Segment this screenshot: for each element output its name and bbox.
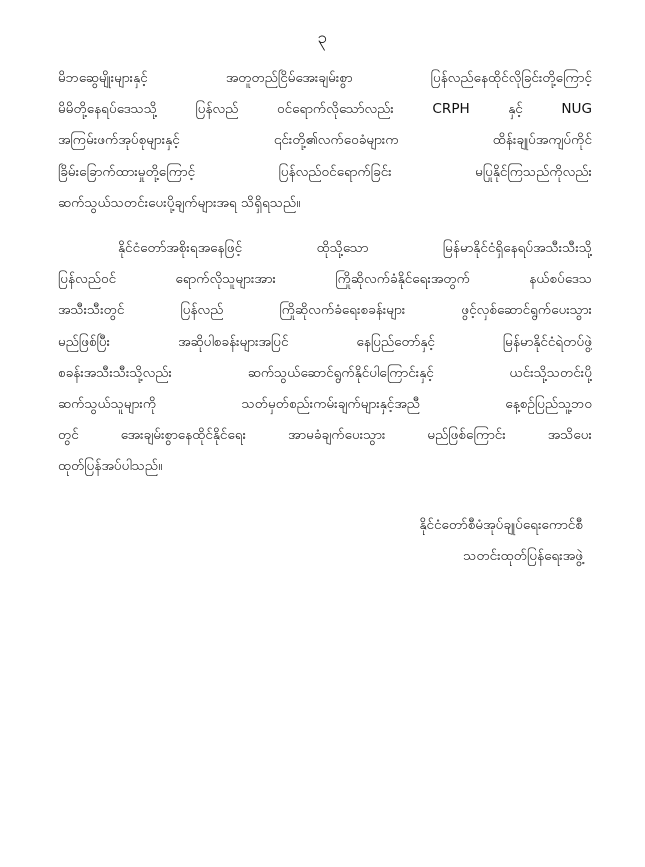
paragraph-line: ထုတ်ပြန်အပ်ပါသည်။ xyxy=(58,458,163,475)
paragraph-line: စခန်းအသီးသီးသို့လည်း ဆက်သွယ်ဆောင်ရွက်နိုင်ပါကြောင်းနှင့် ယင်းသို့သတင်းပို့ xyxy=(58,364,592,381)
document-body xyxy=(58,63,592,483)
paragraph-spacer xyxy=(58,219,592,233)
paragraph-line: မိမိတို့နေရပ်ဒေသသို့ ပြန်လည် ဝင်ရောက်လိုသော်လည်း CRPH နှင့် NUG xyxy=(58,101,592,118)
paragraph-line: ဆက်သွယ်သတင်းပေးပို့ချက်များအရ သိရှိရသည်။ xyxy=(58,194,301,211)
paragraph-line: တွင် အေးချမ်းစွာနေထိုင်နိုင်ရေး အာမခံချက်ပေးသွား မည်ဖြစ်ကြောင်း အသိပေး xyxy=(58,427,592,444)
signature-organization: နိုင်ငံတော်စီမံအုပ်ချုပ်ရေးကောင်စီ xyxy=(419,517,583,533)
signature-department: သတင်းထုတ်ပြန်ရေးအဖွဲ့ xyxy=(463,548,583,564)
paragraph-line: ခြိမ်းခြောက်ထားမှုတို့ကြောင့် ပြန်လည်ဝင်ရောက်ခြင်း မပြုနိုင်ကြသည်ကိုလည်း xyxy=(58,163,592,180)
paragraph-line: မိဘဆွေမျိုးများနှင့် အတူတည်ငြိမ်အေးချမ်းစွာ ပြန်လည်နေထိုင်လိုခြင်းတို့ကြောင့် xyxy=(58,70,592,86)
paragraph-line: အကြမ်းဖက်အုပ်စုများနှင့် ၎င်းတို့၏လက်ဝေခံများက ထိန်းချုပ်အကျပ်ကိုင် xyxy=(58,132,592,149)
paragraph-line: နိုင်ငံတော်အစိုးရအနေဖြင့် ထိုသို့သော မြန်မာနိုင်ငံရှိနေရပ်အသီးသီးသို့ xyxy=(118,240,592,257)
signature-block xyxy=(419,510,583,572)
paragraph-line: ပြန်လည်ဝင် ရောက်လိုသူများအား ကြိုဆိုလက်ခံနိုင်ရေးအတွက် နယ်စပ်ဒေသ xyxy=(58,271,592,288)
paragraph-line: ဆက်သွယ်သူများကို သတ်မှတ်စည်းကမ်းချက်များနှင့်အညီ နေ့စဉ်ပြည်သူ့ဘဝ xyxy=(58,396,592,413)
paragraph-line: အသီးသီးတွင် ပြန်လည် ကြိုဆိုလက်ခံရေးစခန်းများ ဖွင့်လှစ်ဆောင်ရွက်ပေးသွား xyxy=(58,302,592,319)
paragraph-2 xyxy=(58,233,592,483)
page-number: ၃ xyxy=(317,28,328,48)
paragraph-line: မည်ဖြစ်ပြီး အဆိုပါစခန်းများအပြင် နေပြည်တော်နှင့် မြန်မာနိုင်ငံရဲတပ်ဖွဲ့ xyxy=(58,333,592,350)
paragraph-1 xyxy=(58,63,592,219)
